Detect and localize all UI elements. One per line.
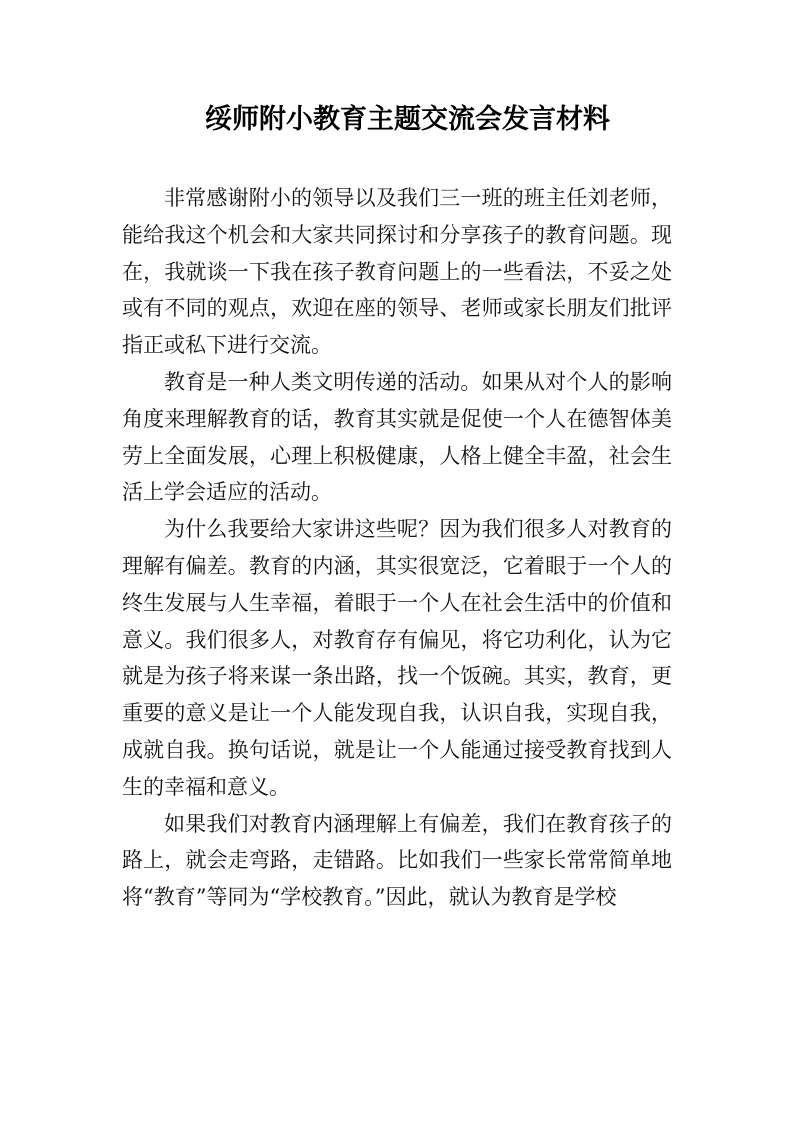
- document-title: 绥师附小教育主题交流会发言材料: [205, 104, 610, 135]
- paragraph-4: 如果我们对教育内涵理解上有偏差，我们在教育孩子的路上，就会走弯路，走错路。比如我们一些家长常常简单地将“教育”等同为“学校教育。”因此，就认为教育是学校: [122, 811, 672, 910]
- paragraph-3: 为什么我要给大家讲这些呢？因为我们很多人对教育的理解有偏差。教育的内涵，其实很宽泛，它着眼于一个人的终生发展与人生幸福，着眼于一个人在社会生活中的价值和意义。我们很多人，对教育存有偏见，将它功利化，认为它就是为孩子将来谋一条出路，找一个饭碗。其实，教育，更重要的意义是让一个人能发现自我，认识自我，实现自我，成就自我。换句话说，就是让一个人能通过接受教育找到人生的幸福和意义。: [122, 517, 672, 799]
- paragraph-2: 教育是一种人类文明传递的活动。如果从对个人的影响角度来理解教育的话，教育其实就是促使一个人在德智体美劳上全面发展，心理上积极健康，人格上健全丰盈，社会生活上学会适应的活动。: [122, 369, 672, 505]
- paragraph-1: 非常感谢附小的领导以及我们三一班的班主任刘老师，能给我这个机会和大家共同探讨和分享孩子的教育问题。现在，我就谈一下我在孩子教育问题上的一些看法，不妥之处或有不同的观点，欢迎在座的领导、老师或家长朋友们批评指正或私下进行交流。: [122, 186, 672, 358]
- document-body: [122, 180, 672, 916]
